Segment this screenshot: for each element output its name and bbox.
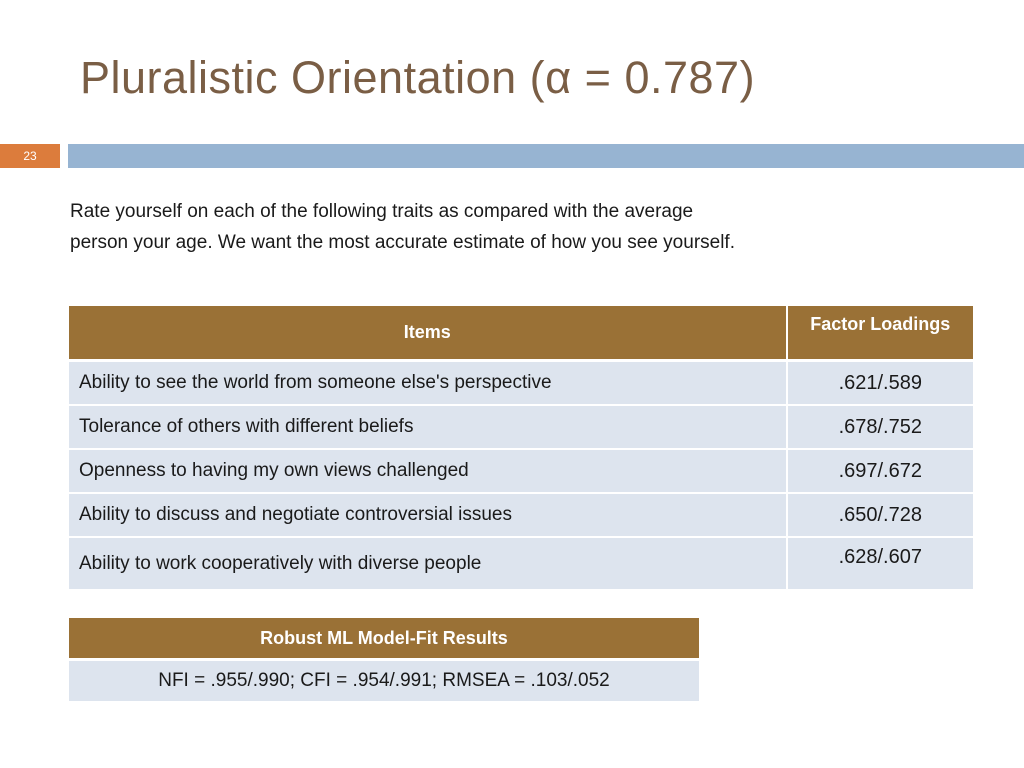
table-header-row — [69, 306, 973, 361]
loading-cell: .697/.672 — [787, 449, 973, 493]
table-row — [69, 449, 973, 493]
loading-cell: .678/.752 — [787, 405, 973, 449]
header-model-fit: Robust ML Model-Fit Results — [69, 618, 699, 660]
loading-cell: .650/.728 — [787, 493, 973, 537]
fit-values-cell: NFI = .955/.990; CFI = .954/.991; RMSEA = .103/.052 — [69, 660, 699, 702]
item-cell: Openness to having my own views challenged — [69, 449, 787, 493]
header-factor-loadings: Factor Loadings — [787, 306, 973, 361]
item-cell: Ability to work cooperatively with diverse people — [69, 537, 787, 590]
table-header-row — [69, 618, 699, 660]
table-row — [69, 537, 973, 590]
header-items: Items — [69, 306, 787, 361]
table-row — [69, 493, 973, 537]
item-cell: Tolerance of others with different beliefs — [69, 405, 787, 449]
table-row — [69, 361, 973, 406]
slide-number-badge: 23 — [0, 144, 60, 168]
model-fit-table — [69, 618, 699, 701]
intro-text — [70, 196, 910, 258]
slide-title: Pluralistic Orientation (α = 0.787) — [80, 52, 756, 103]
loading-cell: .628/.607 — [787, 537, 973, 590]
loading-cell: .621/.589 — [787, 361, 973, 406]
title-rule-bar — [68, 144, 1024, 168]
intro-line: Rate yourself on each of the following traits as compared with the average — [70, 201, 694, 222]
intro-line: person your age. We want the most accurate estimate of how you see yourself. — [70, 232, 735, 253]
factor-loadings-table — [69, 306, 973, 591]
table-row — [69, 660, 699, 702]
table-row — [69, 405, 973, 449]
item-cell: Ability to discuss and negotiate controversial issues — [69, 493, 787, 537]
item-cell: Ability to see the world from someone else's perspective — [69, 361, 787, 406]
